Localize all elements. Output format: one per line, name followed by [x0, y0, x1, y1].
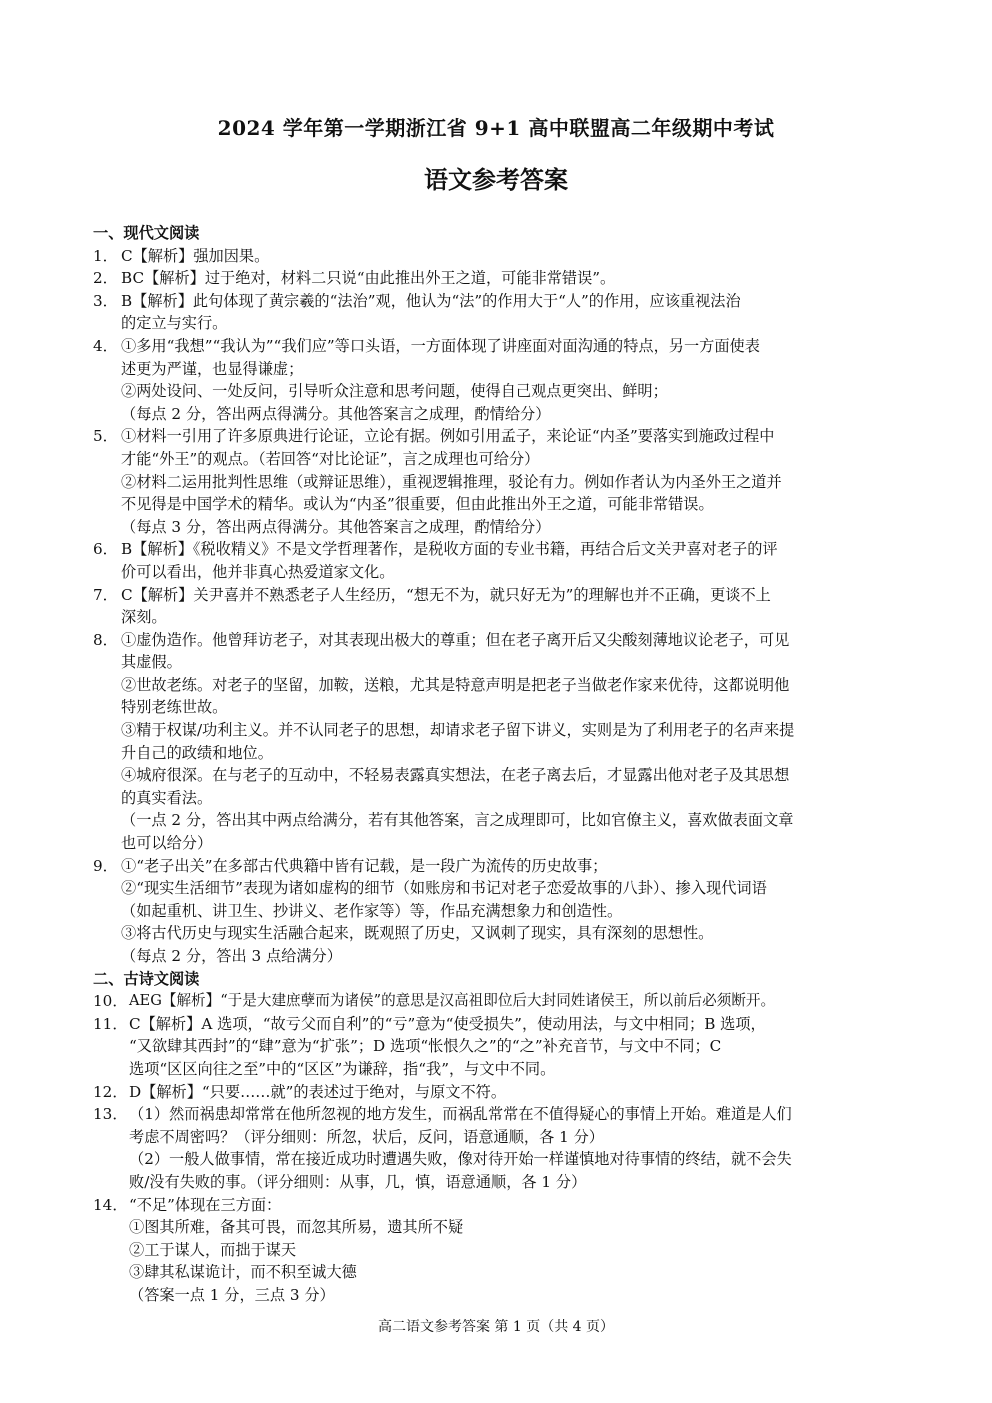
item-line: 选项“区区向往之至”中的“区区”为谦辞，指“我”，与文中不同。 — [129, 1059, 556, 1078]
item-line: ②“现实生活细节”表现为诸如虚构的细节（如账房和书记对老子恋爱故事的八卦）、掺入现代词语 — [121, 879, 767, 898]
item-line: （每点 2 分，答出两点得满分。其他答案言之成理，酌情给分） — [121, 404, 551, 423]
answer-item-7 — [93, 584, 905, 629]
item-number: 6． — [93, 540, 118, 559]
answer-item-10 — [93, 990, 905, 1013]
item-line: 特别老练世故。 — [121, 698, 228, 717]
item-text: AEG【解析】“于是大建庶孽而为诸侯”的意思是汉高祖即位后大封同姓诸侯王，所以前后必须断开。 — [129, 992, 776, 1010]
item-number: 2． — [93, 269, 118, 288]
item-line: 其虚假。 — [121, 653, 182, 672]
item-line: C【解析】A 选项，“故亏父而自利”的“亏”意为“使受损失”，使动用法，与文中相同；B 选项， — [129, 1014, 766, 1033]
item-line: ①虚伪造作。他曾拜访老子，对其表现出极大的尊重；但在老子离开后又尖酸刻薄地议论老子，可见 — [121, 630, 790, 649]
item-line: 价可以看出，他并非真心热爱道家文化。 — [121, 562, 395, 581]
item-line: 升自己的政绩和地位。 — [121, 743, 273, 762]
item-line: ②材料二运用批判性思维（或辩证思维），重视逻辑推理，驳论有力。例如作者认为内圣外王之道并 — [121, 472, 782, 491]
item-line: ②世故老练。对老子的坚留，加鞍，送粮，尤其是特意声明是把老子当做老作家来优待，这都说明他 — [121, 675, 790, 694]
item-line: 考虑不周密吗？（评分细则：所忽，状后，反问，语意通顺，各 1 分） — [129, 1127, 604, 1146]
item-text: D【解析】“只要……就”的表述过于绝对，与原文不符。 — [129, 1082, 507, 1101]
item-line: 也可以给分） — [121, 834, 213, 853]
document-subtitle: 语文参考答案 — [424, 165, 568, 194]
item-line: （1）然而祸患却常常在他所忽视的地方发生，而祸乱常常在不值得疑心的事情上开始。难道是人们 — [129, 1105, 792, 1124]
answer-item-3 — [93, 290, 905, 335]
item-line: （每点 3 分，答出两点得满分。其他答案言之成理，酌情给分） — [121, 517, 551, 536]
item-line: （一点 2 分，答出其中两点给满分，若有其他答案，言之成理即可，比如官僚主义，喜欢做表面文章 — [121, 811, 794, 830]
answer-item-1 — [93, 245, 905, 268]
answer-item-4 — [93, 335, 905, 425]
answer-item-14 — [93, 1194, 905, 1307]
item-line: 才能“外王”的观点。（若回答“对比论证”，言之成理也可给分） — [121, 449, 540, 468]
answer-item-5 — [93, 425, 905, 538]
item-number: 8． — [93, 630, 118, 649]
item-line: ①多用“我想”“我认为”“我们应”等口头语，一方面体现了讲座面对面沟通的特点，另一方面使表 — [121, 336, 760, 355]
item-line: （如起重机、讲卫生、抄讲义、老作家等）等，作品充满想象力和创造性。 — [121, 901, 623, 920]
answer-content — [93, 222, 905, 1307]
item-line: B【解析】此句体现了黄宗羲的“法治”观，他认为“法”的作用大于“人”的作用，应该重视法治 — [121, 291, 741, 310]
answer-item-2 — [93, 267, 905, 290]
item-number: 11． — [93, 1014, 128, 1033]
section-heading-classical-reading: 二、古诗文阅读 — [93, 969, 200, 988]
item-line: ①材料一引用了许多原典进行论证，立论有据。例如引用孟子，来论证“内圣”要落实到施政过程中 — [121, 427, 775, 446]
item-line: ①“老子出关”在多部古代典籍中皆有记载，是一段广为流传的历史故事； — [121, 856, 608, 875]
item-number: 10． — [93, 992, 128, 1011]
item-line: 不见得是中国学术的精华。或认为“内圣”很重要，但由此推出外王之道，可能非常错误。 — [121, 495, 714, 514]
answer-item-11 — [93, 1013, 905, 1081]
item-number: 9． — [93, 856, 118, 875]
item-number: 1． — [93, 246, 118, 265]
answer-item-9 — [93, 855, 905, 968]
item-number: 14． — [93, 1195, 128, 1214]
item-line: ③肆其私谋诡计，而不积至诚大德 — [129, 1263, 357, 1282]
item-line: ①图其所难，备其可畏，而忽其所易，遗其所不疑 — [129, 1218, 464, 1237]
item-line: ③精于权谋/功利主义。并不认同老子的思想，却请求老子留下讲义，实则是为了利用老子的名声来提 — [121, 721, 795, 740]
item-number: 13． — [93, 1105, 128, 1124]
item-line: B【解析】《税收精义》不是文学哲理著作，是税收方面的专业书籍，再结合后文关尹喜对老子的评 — [121, 540, 778, 559]
item-line: C【解析】关尹喜并不熟悉老子人生经历，“想无不为，就只好无为”的理解也并不正确，更谈不上 — [121, 585, 771, 604]
item-line: 的定立与实行。 — [121, 314, 228, 333]
item-number: 12． — [93, 1082, 128, 1101]
item-line: 述更为严谨，也显得谦虚； — [121, 359, 304, 378]
item-text: C【解析】强加因果。 — [121, 246, 270, 265]
page-footer: 高二语文参考答案 第 1 页（共 4 页） — [377, 1319, 615, 1335]
item-line: （答案一点 1 分，三点 3 分） — [129, 1285, 335, 1304]
document-title: 2024 学年第一学期浙江省 9+1 高中联盟高二年级期中考试 — [217, 116, 775, 140]
answer-item-8 — [93, 629, 905, 855]
item-line: “不足”体现在三方面： — [129, 1195, 282, 1214]
item-line: ②两处设问、一处反问，引导听众注意和思考问题，使得自己观点更突出、鲜明； — [121, 382, 668, 401]
item-number: 5． — [93, 427, 118, 446]
section-heading-modern-reading: 一、现代文阅读 — [93, 224, 200, 242]
item-line: ④城府很深。在与老子的互动中，不轻易表露真实想法，在老子离去后，才显露出他对老子及其思想 — [121, 766, 790, 785]
item-line: 深刻。 — [121, 608, 167, 627]
answer-item-12 — [93, 1081, 905, 1104]
item-line: ③将古代历史与现实生活融合起来，既观照了历史，又讽刺了现实，具有深刻的思想性。 — [121, 924, 714, 943]
item-line: ②工于谋人，而拙于谋天 — [129, 1240, 297, 1259]
item-line: （2）一般人做事情，常在接近成功时遭遇失败，像对待开始一样谨慎地对待事情的终结，就不会失 — [129, 1150, 792, 1169]
item-line: 的真实看法。 — [121, 788, 213, 807]
item-text: BC【解析】过于绝对，材料二只说“由此推出外王之道，可能非常错误”。 — [121, 269, 616, 288]
answer-item-6 — [93, 538, 905, 583]
answer-item-13 — [93, 1103, 905, 1193]
item-number: 3． — [93, 291, 118, 310]
item-number: 4． — [93, 336, 118, 355]
item-line: （每点 2 分，答出 3 点给满分） — [121, 947, 342, 965]
item-line: 败/没有失败的事。（评分细则：从事，几，慎，语意通顺，各 1 分） — [129, 1172, 587, 1191]
item-line: “又欲肆其西封”的“肆”意为“扩张”；D 选项“怅恨久之”的“之”补充音节，与文中不同；C — [129, 1037, 722, 1056]
item-number: 7． — [93, 585, 118, 604]
